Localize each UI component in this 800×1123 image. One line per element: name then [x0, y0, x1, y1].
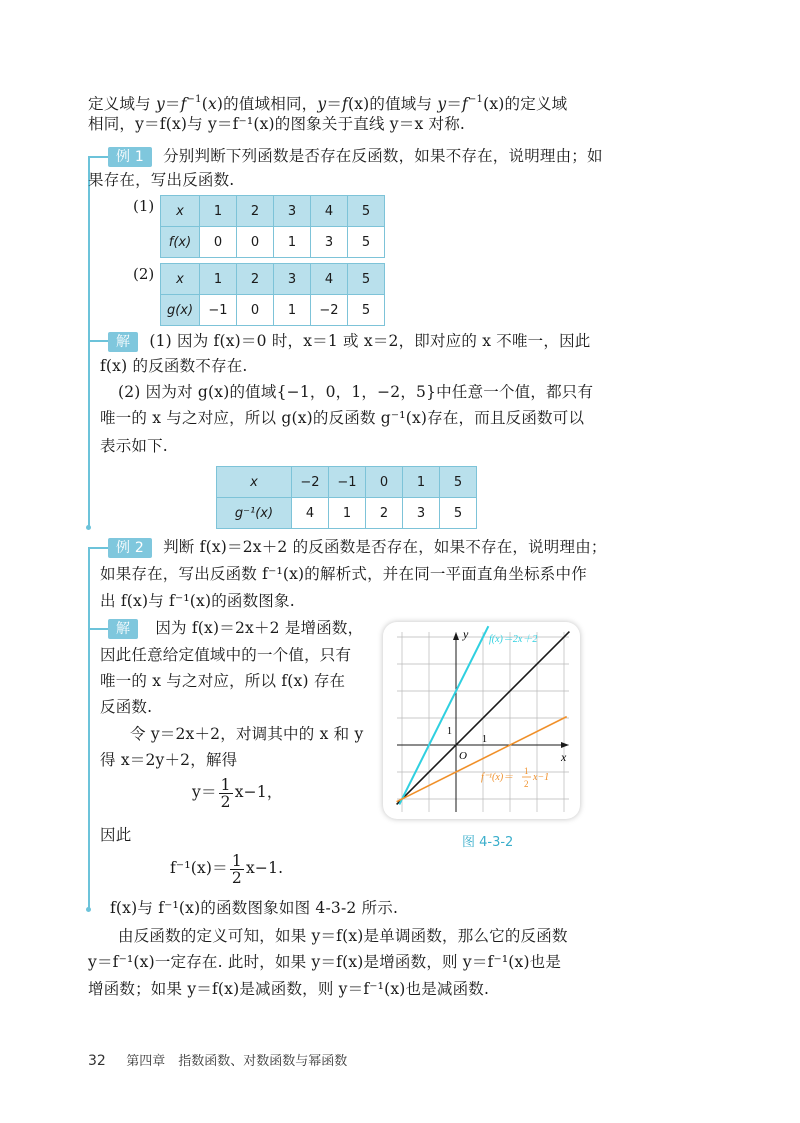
x-axis-label: x [561, 750, 567, 764]
page-number: 32 [88, 1053, 106, 1069]
footer [88, 1050, 347, 1069]
y-axis-arrow [453, 632, 459, 640]
solution2-line-1: 解 因为 f(x)＝2x＋2 是增函数， [108, 618, 363, 639]
intro-line-1: 定义域与 $y=f^{-1}(x)$的值域相同，y＝f(x)的值域与 $y=f^{-1}(x)$的定义域 [88, 94, 568, 113]
y-tick-1: 1 [447, 726, 452, 737]
equation-1: y＝ $\frac{1}{2}$ x−1， [192, 775, 283, 811]
solution2-line-4: 反函数. [100, 698, 153, 716]
example2-line-2: 如果存在，写出反函数 f⁻¹(x)的解析式，并在同一平面直角坐标系中作 [100, 565, 587, 583]
finv-num: 1 [524, 766, 529, 776]
example1-line-1: 例 1 分别判断下列函数是否存在反函数，如果不存在，说明理由；如 [108, 146, 603, 167]
f-label: f(x)＝2x＋2 [489, 634, 538, 645]
figure-caption: 图 4-3-2 [462, 835, 514, 850]
example2-label: 例 2 [108, 538, 152, 558]
origin-label: O [459, 750, 467, 762]
solution2-line-7: 因此 [100, 826, 132, 844]
conclusion-line-1: 由反函数的定义可知，如果 y＝f(x)是单调函数，那么它的反函数 [118, 927, 568, 945]
solution1-label: 解 [108, 332, 138, 352]
x-tick-1: 1 [482, 734, 487, 745]
table-3: x −2 −1 0 1 5 g⁻¹(x) 4 1 2 3 5 [216, 466, 477, 529]
solution1-line-4: 唯一的 x 与之对应，所以 g(x)的反函数 g⁻¹(x)存在，而且反函数可以 [100, 409, 585, 427]
part2-label: (2) [133, 265, 155, 283]
y-axis-label: y [463, 627, 469, 641]
equation-2: f⁻¹(x)＝ $\frac{1}{2}$ x−1. [170, 851, 284, 887]
solution1-line-1: 解 (1) 因为 f(x)＝0 时，x＝1 或 x＝2，即对应的 x 不唯一，因此 [108, 331, 590, 352]
solution2-line-2: 因此任意给定值域中的一个值，只有 [100, 646, 352, 664]
intro-line-2: 相同，y＝f(x)与 y＝f⁻¹(x)的图象关于直线 y＝x 对称. [88, 115, 466, 133]
graph-svg [383, 622, 580, 819]
solution2-line-8: f(x)与 f⁻¹(x)的函数图象如图 4-3-2 所示. [110, 899, 399, 917]
example2-line-3: 出 f(x)与 f⁻¹(x)的函数图象. [100, 592, 295, 610]
finv-rest: x−1 [533, 772, 550, 783]
example1-label: 例 1 [108, 147, 152, 167]
finv-label: f⁻¹(x)＝ [481, 772, 514, 783]
table-1: x 1 2 3 4 5 f(x) 0 0 1 3 5 [160, 195, 385, 258]
solution2-line-6: 得 x＝2y＋2，解得 [100, 751, 238, 769]
solution2-line-3: 唯一的 x 与之对应，所以 f(x) 存在 [100, 672, 346, 690]
solution1-line-5: 表示如下. [100, 437, 168, 455]
chapter-title: 第四章 指数函数、对数函数与幂函数 [126, 1054, 348, 1069]
example1-line-2: 果存在，写出反函数. [88, 171, 235, 189]
conclusion-line-2: y＝f⁻¹(x)一定存在. 此时，如果 y＝f(x)是增函数，则 y＝f⁻¹(x)也是 [88, 953, 562, 971]
solution2-line-5: 令 y＝2x＋2，对调其中的 x 和 y [130, 725, 364, 743]
table-2: x 1 2 3 4 5 g(x) −1 0 1 −2 5 [160, 263, 385, 326]
solution1-line-2: f(x) 的反函数不存在. [100, 357, 248, 375]
example2-line-1: 例 2 判断 f(x)＝2x＋2 的反函数是否存在，如果不存在，说明理由； [108, 537, 607, 558]
figure-4-3-2 [383, 622, 580, 819]
part1-label: (1) [133, 197, 155, 215]
finv-den: 2 [524, 779, 529, 789]
solution1-line-3: (2) 因为对 g(x)的值域{−1，0，1，−2，5}中任意一个值，都只有 [118, 383, 594, 401]
conclusion-line-3: 增函数；如果 y＝f(x)是减函数，则 y＝f⁻¹(x)也是减函数. [88, 980, 490, 998]
grid [397, 632, 569, 812]
solution2-label: 解 [108, 619, 138, 639]
x-axis-arrow [561, 742, 569, 748]
